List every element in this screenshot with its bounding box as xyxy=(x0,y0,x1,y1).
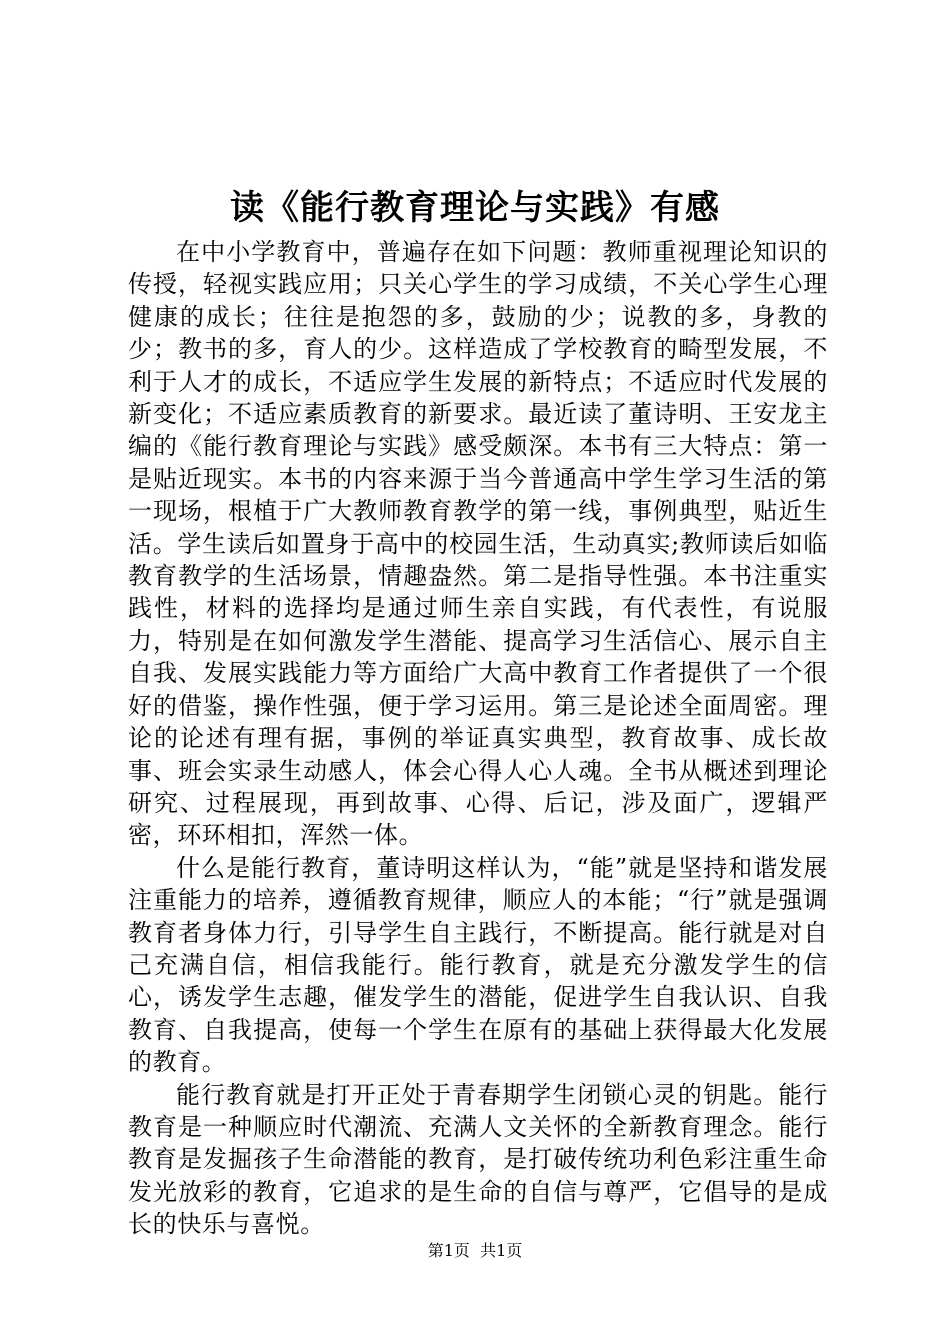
document-title: 读《能行教育理论与实践》有感 xyxy=(230,188,720,228)
paragraph-2: 什么是能行教育，董诗明这样认为，“能”就是坚持和谐发展注重能力的培养，遵循教育规律，顺应人的本能；“行”就是强调教育者身体力行，引导学生自主践行，不断提高。能行就是对自己充满自信，相信我能行。能行教育，就是充分激发学生的信心，诱发学生志趣，催发学生的潜能，促进学生自我认识、自我教育、自我提高，使每一个学生在原有的基础上获得最大化发展的教育。 xyxy=(128,853,828,1077)
page-total: 共1页 xyxy=(480,1241,523,1260)
page-footer xyxy=(0,1241,950,1261)
paragraph-3: 能行教育就是打开正处于青春期学生闭锁心灵的钥匙。能行教育是一种顺应时代潮流、充满人文关怀的全新教育理念。能行教育是发掘孩子生命潜能的教育，是打破传统功利色彩注重生命发光放彩的教育，它追求的是生命的自信与尊严，它倡导的是成长的快乐与喜悦。 xyxy=(128,1080,828,1239)
paragraph-1: 在中小学教育中，普遍存在如下问题：教师重视理论知识的传授，轻视实践应用；只关心学生的学习成绩，不关心学生心理健康的成长；往往是抱怨的多，鼓励的少；说教的多，身教的少；教书的多，育人的少。这样造成了学校教育的畸型发展，不利于人才的成长，不适应学生发展的新特点；不适应时代发展的新变化；不适应素质教育的新要求。最近读了董诗明、王安龙主编的《能行教育理论与实践》感受颇深。本书有三大特点：第一是贴近现实。本书的内容来源于当今普通高中学生学习生活的第一现场，根植于广大教师教育教学的第一线，事例典型，贴近生活。学生读后如置身于高中的校园生活，生动真实;教师读后如临教育教学的生活场景，情趣盎然。第二是指导性强。本书注重实践性，材料的选择均是通过师生亲自实践，有代表性，有说服力，特别是在如何激发学生潜能、提高学习生活信心、展示自主自我、发展实践能力等方面给广大高中教育工作者提供了一个很好的借鉴，操作性强，便于学习运用。第三是论述全面周密。理论的论述有理有据，事例的举证真实典型，教育故事、成长故事、班会实录生动感人，体会心得人心人魂。全书从概述到理论研究、过程展现，再到故事、心得、后记，涉及面广，逻辑严密，环环相扣，浑然一体。 xyxy=(128,238,828,850)
page-number: 第1页 xyxy=(427,1241,470,1260)
document-body xyxy=(128,236,828,1241)
footer-separator xyxy=(470,1241,480,1260)
